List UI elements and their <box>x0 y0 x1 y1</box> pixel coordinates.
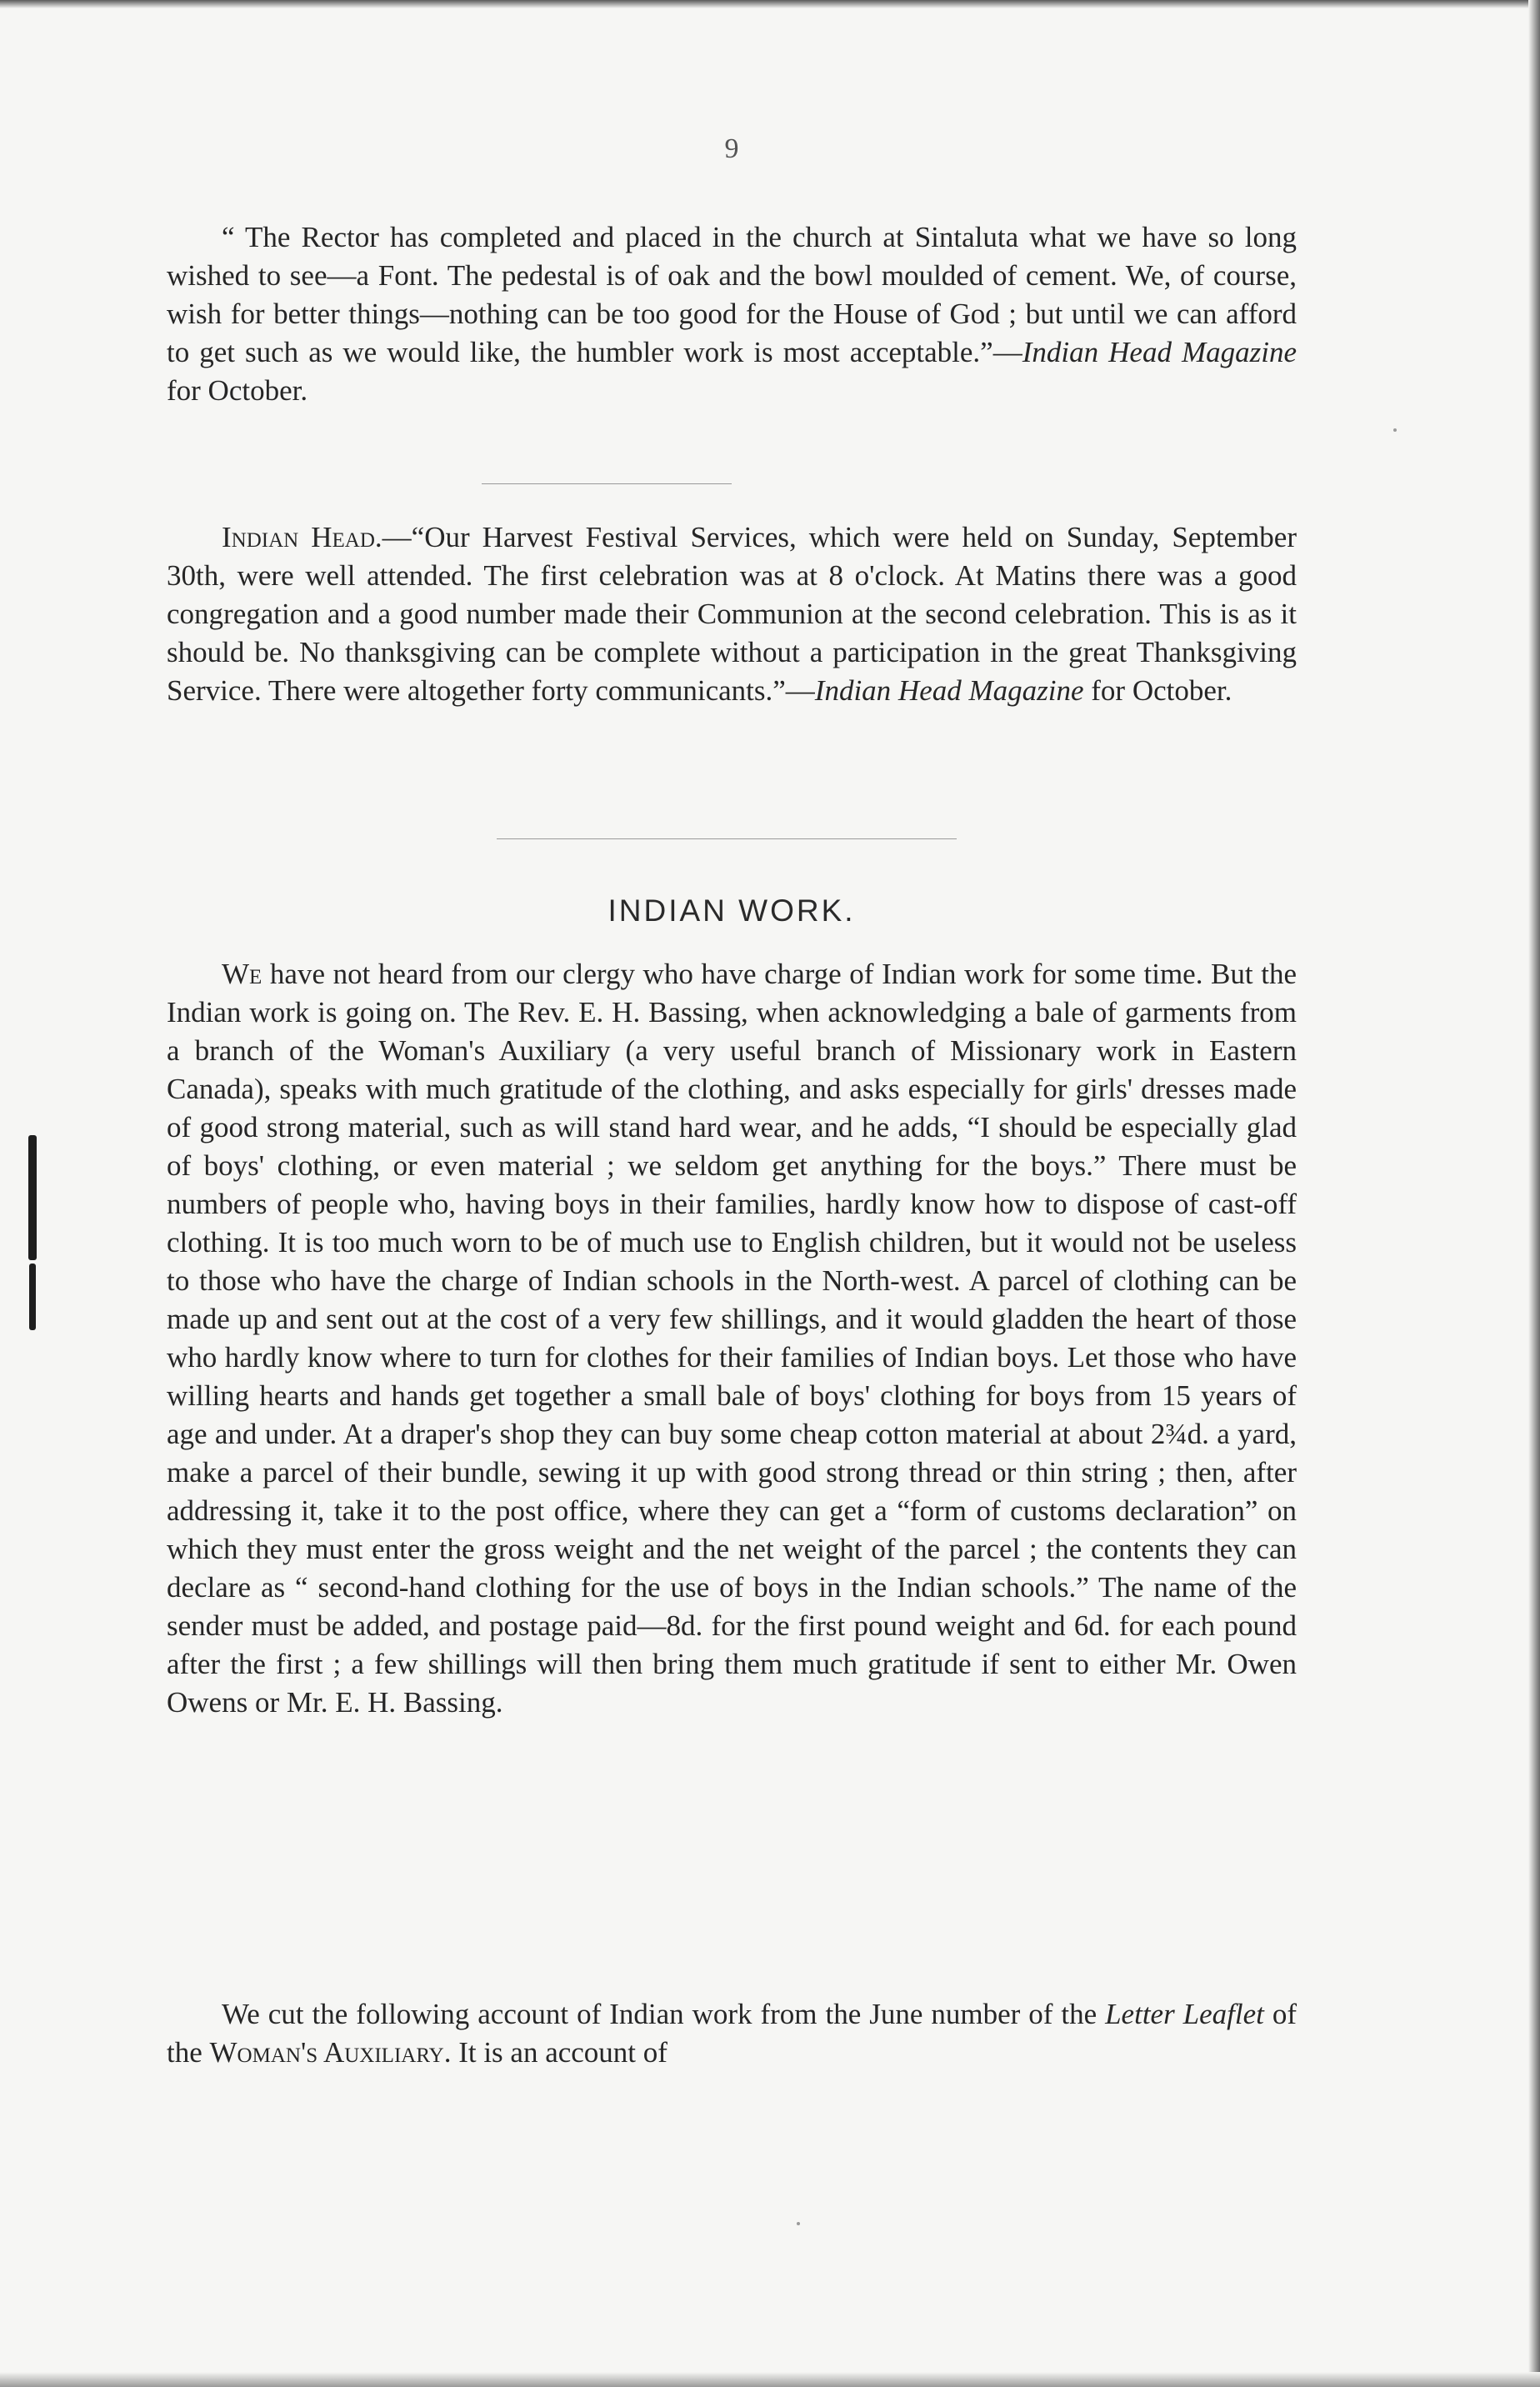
page-edge-bottom <box>0 2372 1540 2387</box>
margin-ink-mark-lower <box>29 1264 36 1330</box>
leaflet-text-after: . It is an account of <box>443 2036 668 2069</box>
leaflet-org-name: Woman's Auxiliary <box>209 2036 444 2069</box>
margin-ink-mark <box>28 1135 37 1260</box>
leaflet-text-middle: of the <box>167 1998 1298 2069</box>
harvest-source-title: Indian Head Magazine <box>814 674 1084 707</box>
section-divider-rule-2 <box>497 838 957 839</box>
harvest-source-suffix: for October. <box>1083 674 1232 707</box>
font-quote-paragraph <box>167 218 1297 410</box>
section-divider-rule <box>482 483 732 484</box>
page-edge-top <box>0 0 1540 8</box>
source-suffix: for October. <box>167 374 308 407</box>
indian-work-paragraph <box>167 955 1297 1722</box>
indian-work-lead: We <box>222 958 262 990</box>
page-edge-right <box>1528 0 1540 2387</box>
page-number: 9 <box>724 133 739 164</box>
page-speck <box>1393 428 1397 432</box>
page-speck-bottom <box>797 2222 800 2225</box>
leaflet-publication-title: Letter Leaflet <box>1105 1998 1264 2030</box>
leaflet-text-before: We cut the following account of Indian work from the June number of the <box>222 1998 1106 2030</box>
letter-leaflet-paragraph <box>167 1995 1297 2072</box>
font-quote-text: “ The Rector has completed and placed in the church at Sintaluta what we have so long wished to see—a Font. The pedestal is of oak and the bowl moulded of cement. We, of course, wish for better things—nothing can be too good for the House of God ; but until we can afford to get such as we would like, the humbler work is most acceptable.”— <box>167 221 1297 368</box>
section-heading: INDIAN WORK. <box>608 893 856 928</box>
harvest-festival-paragraph <box>167 518 1297 710</box>
indian-work-text: have not heard from our clergy who have charge of Indian work for some time. But the Indian work is going on. The Rev. E. H. Bassing, when acknowledging a bale of garments from a branch of the Woman's Auxiliary (a very useful branch of Missionary work in Eastern Canada), speaks with much gratitude of the clothing, and asks especially for girls' dresses made of good strong material, such as will stand hard wear, and he adds, “I should be especially glad of boys' clothing, or even material ; we seldom get anything for the boys.” There must be numbers of people who, having boys in their families, hardly know how to dispose of cast-off clothing. It is too much worn to be of much use to English children, but it would not be useless to those who have the charge of Indian schools in the North-west. A parcel of clothing can be made up and sent out at the cost of a very few shillings, and it would gladden the heart of those who hardly know where to turn for clothes for their families of Indian boys. Let those who have willing hearts and hands get together a small bale of boys' clothing for boys from 15 years of age and under. At a draper's shop they can buy some cheap cotton material at about 2¾d. a yard, make a parcel of their bundle, sewing it up with good strong thread or thin string ; then, after addressing it, take it to the post office, where they can get a “form of customs declaration” on which they must enter the gross weight and the net weight of the parcel ; the contents they can declare as “ second-hand clothing for the use of boys in the Indian schools.” The name of the sender must be added, and postage paid—8d. for the first pound weight and 6d. for each pound after the first ; a few shillings will then bring them much gratitude if sent to either Mr. Owen Owens or Mr. E. H. Bassing. <box>167 958 1297 1719</box>
harvest-text: —“Our Harvest Festival Services, which were held on Sunday, September 30th, were well attended. The first celebration was at 8 o'clock. At Matins there was a good congregation and a good number made their Communion at the second celebration. This is as it should be. No thanksgiving can be complete without a participation in the great Thanksgiving Service. There were altogether forty communicants.”— <box>167 521 1297 707</box>
harvest-lead: Indian Head. <box>222 521 382 553</box>
source-title-italic: Indian Head Magazine <box>1022 336 1297 368</box>
